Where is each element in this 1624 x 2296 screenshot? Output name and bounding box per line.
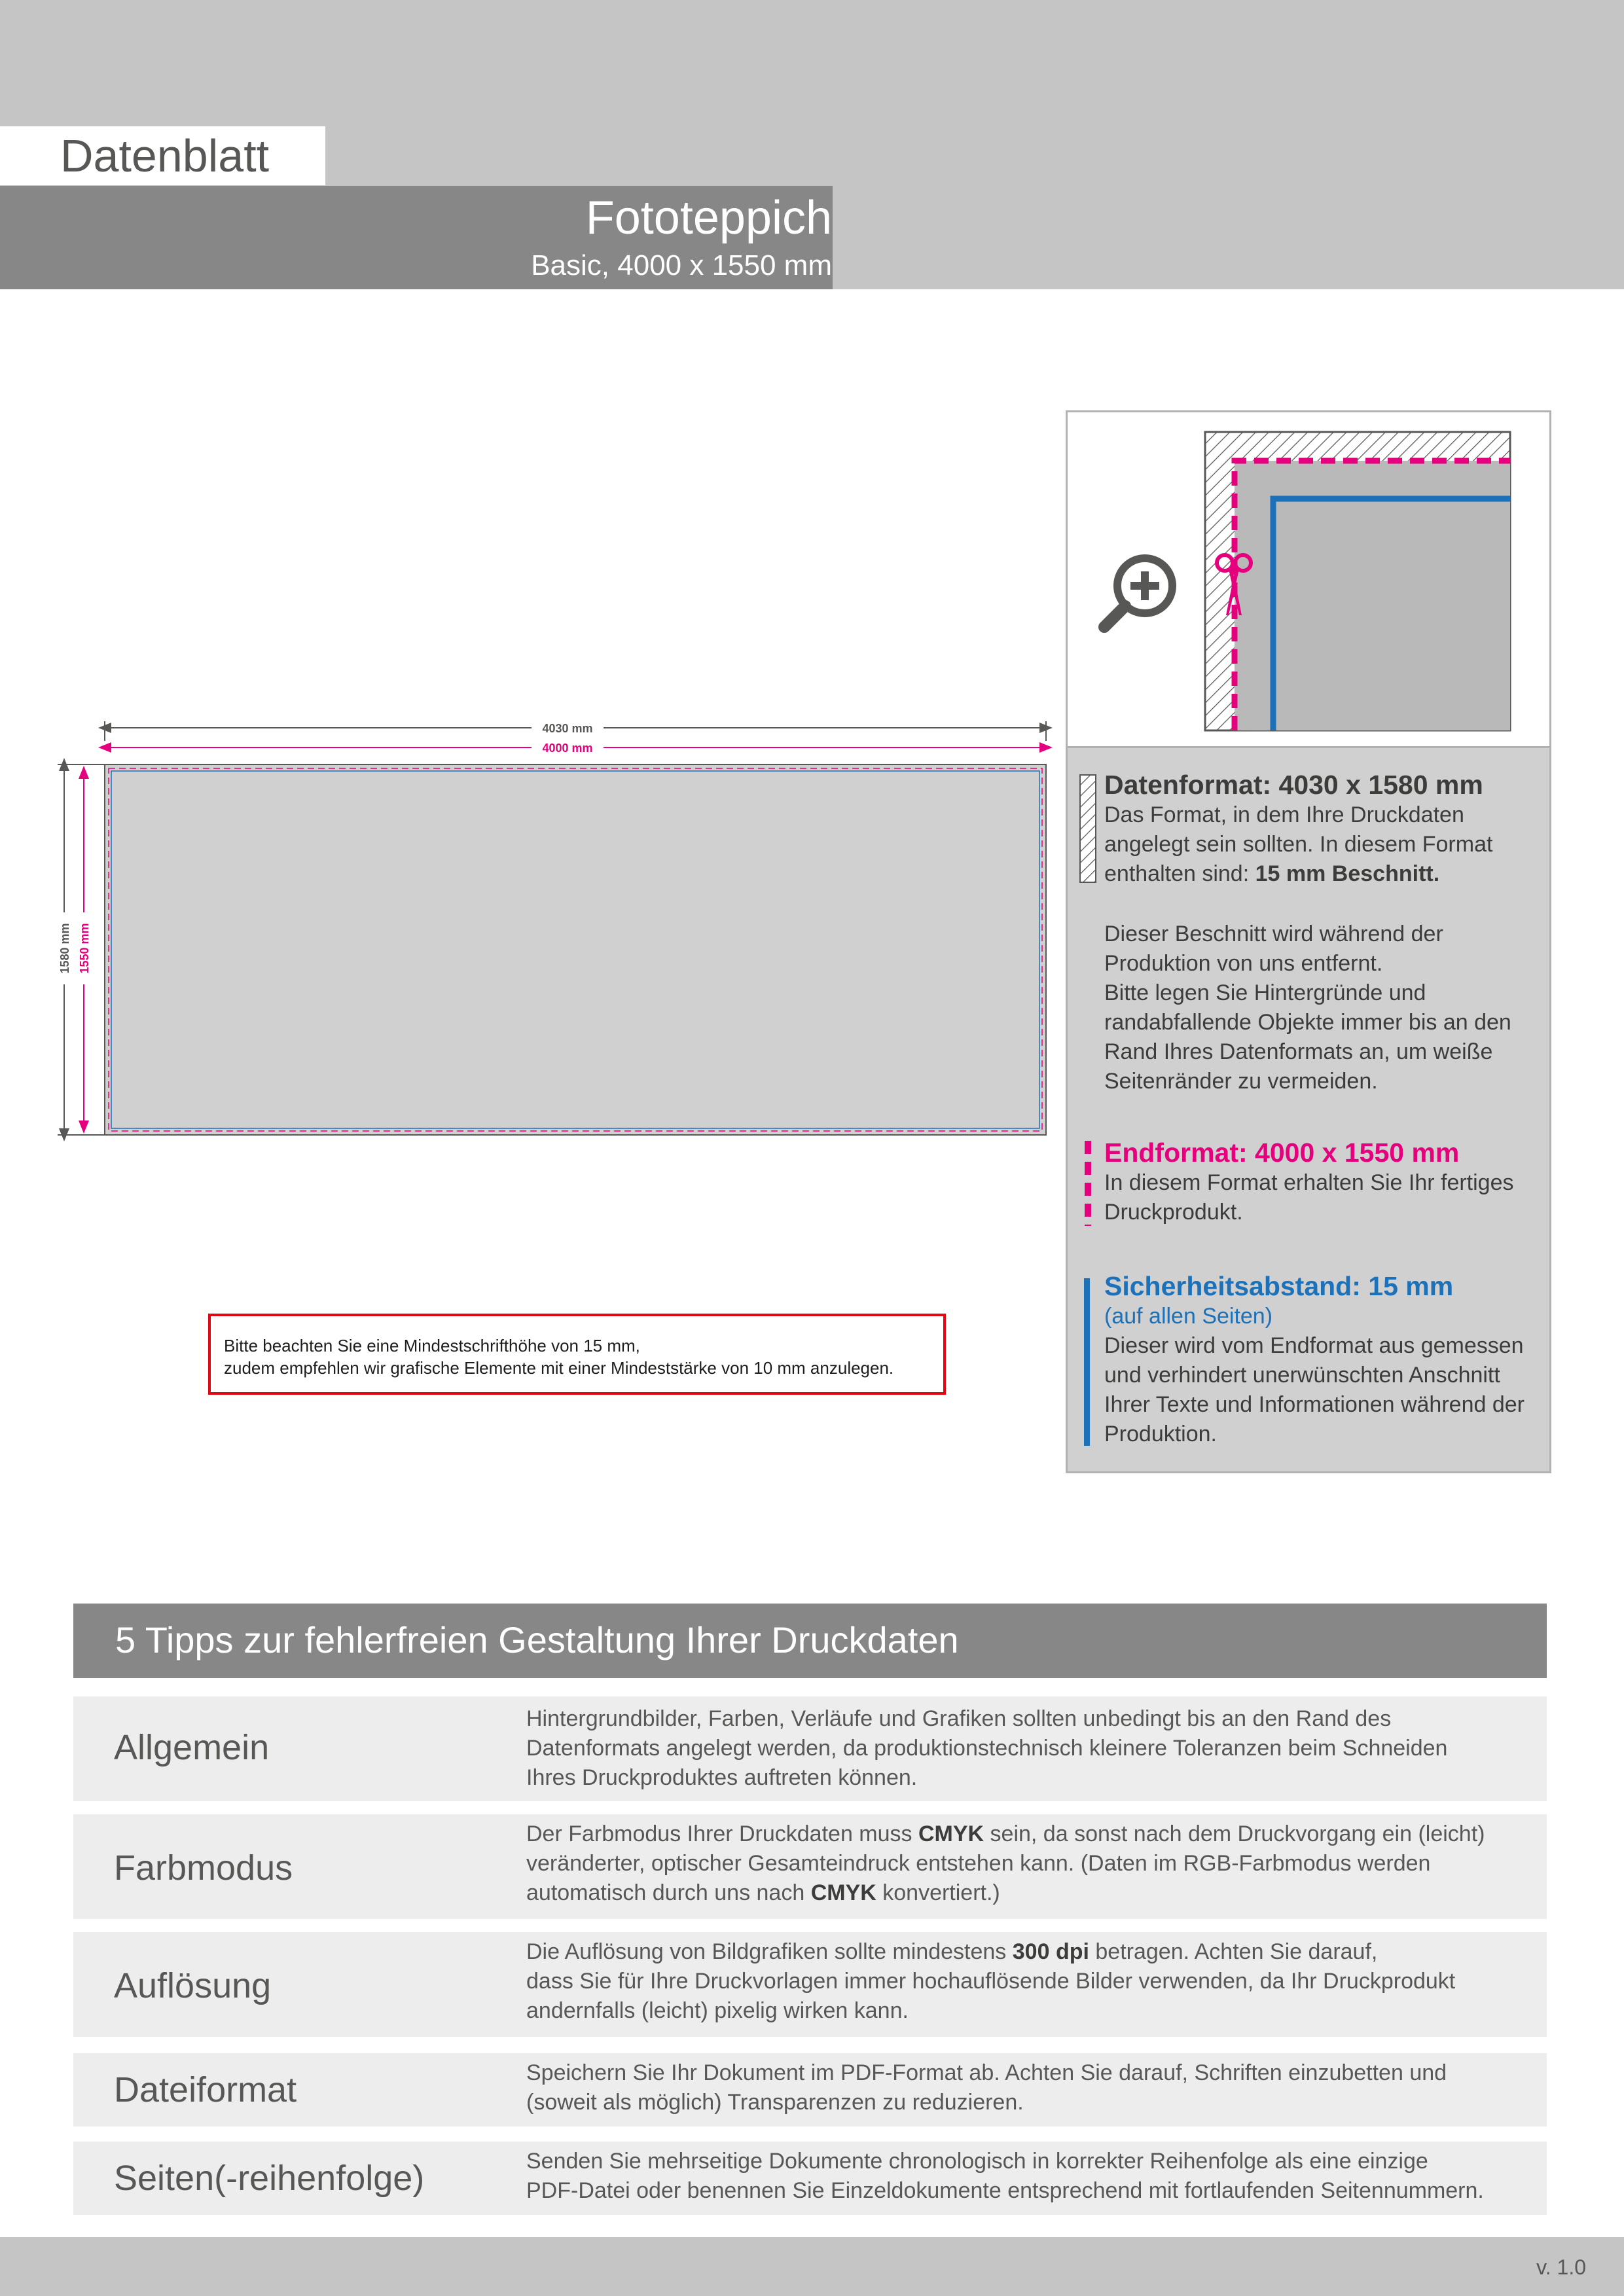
datenformat-hatch-marker xyxy=(1079,774,1098,883)
tip-text-farbmodus xyxy=(526,1820,1534,1908)
endformat-text xyxy=(1104,1168,1549,1227)
datenformat-text xyxy=(1104,800,1549,889)
zoom-detail-panel xyxy=(1066,410,1551,748)
min-font-notice xyxy=(208,1314,946,1395)
tip-farbmodus-line-2: veränderter, optischer Gesamteindruck entstehen kann. (Daten im RGB-Farbmodus werden xyxy=(526,1851,1431,1876)
tip-farbmodus-line-1 xyxy=(526,1820,1534,1849)
tip-aufloesung-line-3: andernfalls (leicht) pixelig wirken kann. xyxy=(526,1998,909,2023)
tip-farbmodus-l3a: automatisch durch uns nach xyxy=(526,1880,811,1905)
zoom-detail-graphic xyxy=(1068,412,1549,746)
format-drawing xyxy=(39,713,1067,1145)
sicherheit-line-1: Dieser wird vom Endformat aus gemessen xyxy=(1104,1333,1524,1358)
endformat-heading: Endformat: 4000 x 1550 mm xyxy=(1104,1138,1460,1168)
tip-row-seiten xyxy=(73,2142,1547,2215)
data-format-rect xyxy=(105,764,1046,1135)
footer-band xyxy=(0,2237,1624,2296)
tip-label-farbmodus: Farbmodus xyxy=(114,1848,293,1888)
datenformat-line-3-prefix: enthalten sind: xyxy=(1104,861,1255,886)
tip-aufloesung-l1a: Die Auflösung von Bildgrafiken sollte mindestens xyxy=(526,1939,1013,1964)
beschnitt-line-4: randabfallende Objekte immer bis an den xyxy=(1104,1010,1511,1035)
tip-dateiformat-line-1: Speichern Sie Ihr Dokument im PDF-Format ab. Achten Sie darauf, Schriften einzubetten und xyxy=(526,2060,1447,2085)
tip-text-allgemein xyxy=(526,1704,1534,1793)
endformat-line-1: In diesem Format erhalten Sie Ihr fertiges xyxy=(1104,1170,1514,1195)
datenformat-line-3 xyxy=(1104,859,1549,889)
beschnitt-text xyxy=(1104,920,1549,1096)
tip-label-aufloesung: Auflösung xyxy=(114,1966,272,2005)
sicherheit-marker xyxy=(1084,1278,1090,1446)
sicherheit-line-3: Ihrer Texte und Informationen während der xyxy=(1104,1392,1525,1417)
tip-label-seiten: Seiten(-reihenfolge) xyxy=(114,2159,425,2198)
version-label: v. 1.0 xyxy=(1536,2255,1586,2279)
tip-row-dateiformat xyxy=(73,2053,1547,2126)
tip-aufloesung-line-2: dass Sie für Ihre Druckvorlagen immer hochauflösende Bilder verwenden, da Ihr Druckprodukt xyxy=(526,1969,1456,1994)
tip-row-farbmodus xyxy=(73,1814,1547,1919)
tip-seiten-line-1: Senden Sie mehrseitige Dokumente chronologisch in korrekter Reihenfolge als eine einzige xyxy=(526,2149,1428,2174)
tip-label-dateiformat: Dateiformat xyxy=(114,2070,297,2109)
datenformat-heading: Datenformat: 4030 x 1580 mm xyxy=(1104,770,1483,800)
datenformat-line-2: angelegt sein sollten. In diesem Format xyxy=(1104,832,1493,857)
format-info-panel xyxy=(1066,748,1551,1473)
tip-aufloesung-l1b: 300 dpi xyxy=(1012,1939,1089,1964)
datenformat-line-3-bold: 15 mm Beschnitt. xyxy=(1255,861,1440,886)
product-subtitle: Basic, 4000 x 1550 mm xyxy=(531,249,832,281)
tip-aufloesung-line-1 xyxy=(526,1937,1534,1967)
beschnitt-line-6: Seitenränder zu vermeiden. xyxy=(1104,1069,1378,1094)
tip-allgemein-line-1: Hintergrundbilder, Farben, Verläufe und Grafiken sollten unbedingt bis an den Rand des xyxy=(526,1706,1392,1731)
tip-text-dateiformat xyxy=(526,2058,1534,2117)
tip-farbmodus-l1c: sein, da sonst nach dem Druckvorgang ein (leicht) xyxy=(984,1821,1485,1846)
width-final-label: 4000 mm xyxy=(542,742,593,755)
tip-farbmodus-line-3 xyxy=(526,1878,1534,1908)
beschnitt-line-1: Dieser Beschnitt wird während der xyxy=(1104,922,1443,946)
datenformat-line-1: Das Format, in dem Ihre Druckdaten xyxy=(1104,802,1464,827)
endformat-dash-marker xyxy=(1083,1141,1092,1226)
beschnitt-line-2: Produktion von uns entfernt. xyxy=(1104,951,1383,976)
product-title: Fototeppich xyxy=(585,192,832,244)
notice-line-2: zudem empfehlen wir grafische Elemente mit einer Mindeststärke von 10 mm anzulegen. xyxy=(224,1358,894,1378)
tips-title: 5 Tipps zur fehlerfreien Gestaltung Ihrer Druckdaten xyxy=(115,1619,959,1660)
sicherheit-line-4: Produktion. xyxy=(1104,1422,1217,1446)
beschnitt-line-5: Rand Ihres Datenformats an, um weiße xyxy=(1104,1039,1493,1064)
tip-allgemein-line-3: Ihres Druckproduktes auftreten können. xyxy=(526,1765,918,1790)
sicherheit-heading: Sicherheitsabstand: 15 mm xyxy=(1104,1271,1454,1301)
datenblatt-title: Datenblatt xyxy=(60,130,270,181)
height-data-label: 1580 mm xyxy=(58,923,71,974)
tip-row-aufloesung xyxy=(73,1932,1547,2037)
width-data-label: 4030 mm xyxy=(542,722,593,735)
tip-seiten-line-2: PDF-Datei oder benennen Sie Einzeldokumente entsprechend mit fortlaufenden Seitennummern. xyxy=(526,2178,1484,2203)
tip-aufloesung-l1c: betragen. Achten Sie darauf, xyxy=(1089,1939,1378,1964)
tip-label-allgemein: Allgemein xyxy=(114,1728,270,1767)
sicherheit-text xyxy=(1104,1331,1549,1449)
beschnitt-line-3: Bitte legen Sie Hintergründe und xyxy=(1104,980,1426,1005)
tip-row-allgemein xyxy=(73,1696,1547,1801)
sicherheit-subheading: (auf allen Seiten) xyxy=(1104,1304,1273,1329)
zoom-plus-icon xyxy=(1104,558,1172,627)
tip-allgemein-line-2: Datenformats angelegt werden, da produktionstechnisch kleinere Toleranzen beim Schneiden xyxy=(526,1736,1448,1761)
tip-farbmodus-l1a: Der Farbmodus Ihrer Druckdaten muss xyxy=(526,1821,918,1846)
tip-text-seiten xyxy=(526,2147,1534,2206)
sicherheit-line-2: und verhindert unerwünschten Anschnitt xyxy=(1104,1363,1500,1388)
endformat-line-2: Druckprodukt. xyxy=(1104,1200,1243,1225)
tip-farbmodus-l1b: CMYK xyxy=(918,1821,984,1846)
tip-dateiformat-line-2: (soweit als möglich) Transparenzen zu reduzieren. xyxy=(526,2090,1024,2115)
tip-farbmodus-l3b: CMYK xyxy=(810,1880,876,1905)
notice-line-1: Bitte beachten Sie eine Mindestschrifthöhe von 15 mm, xyxy=(224,1336,640,1355)
tip-farbmodus-l3c: konvertiert.) xyxy=(876,1880,1000,1905)
tip-text-aufloesung xyxy=(526,1937,1534,2026)
height-final-label: 1550 mm xyxy=(78,923,91,974)
